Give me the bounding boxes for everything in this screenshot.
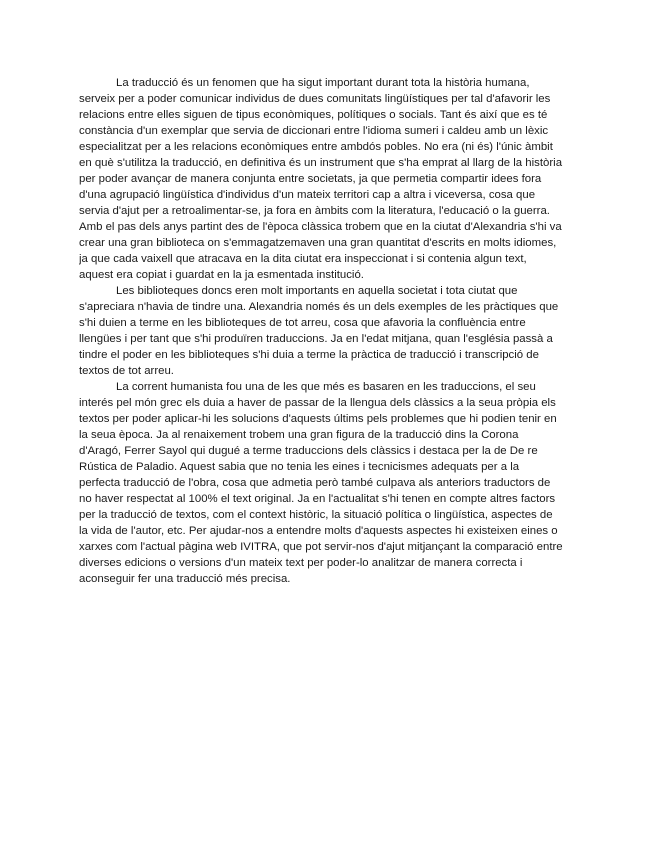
text-line: La traducció és un fenomen que ha sigut important durant tota la història humana,: [116, 77, 530, 89]
text-line: textos per poder aplicar-hi les solucions d'aquests últims pels problemes que hi podien tenir en: [79, 413, 557, 425]
text-line: la seua època. Ja al renaixement trobem una gran figura de la traducció dins la Corona: [79, 429, 519, 441]
body-text: [79, 75, 579, 587]
text-line: constància d'un exemplar que servia de diccionari entre l'idioma sumeri i caldeu amb un lèxic: [79, 125, 549, 137]
text-line: Les biblioteques doncs eren molt importants en aquella societat i tota ciutat que: [116, 285, 518, 297]
text-line: d'una agrupació lingüística d'individus d'un mateix territori cap a altra i viceversa, cosa que: [79, 189, 536, 201]
paragraph-3: [79, 379, 579, 587]
text-line: interés pel món grec els duia a haver de passar de la llengua dels clàssics a la seua pròpia els: [79, 397, 556, 409]
text-line: aconseguir fer una traducció més precisa.: [79, 573, 291, 585]
text-line: Rústica de Paladio. Aquest sabia que no tenia les eines i tecnicismes adequats per a la: [79, 461, 520, 473]
text-line: tindre el poder en les biblioteques s'hi duia a terme la pràctica de traducció i transcripció de: [79, 349, 539, 361]
text-line: no haver respectat al 100% el text original. Ja en l'actualitat s'hi tenen en compte altres factors: [79, 493, 556, 505]
text-line: la vida de l'autor, etc. Per ajudar-nos a entendre molts d'aquests aspectes hi existeixen eines o: [79, 525, 558, 537]
text-line: serveix per a poder comunicar individus de dues comunitats lingüístiques per tal d'afavorir les: [79, 93, 551, 105]
text-line: s'hi duien a terme en les biblioteques de tot arreu, cosa que afavoria la confluència entre: [79, 317, 526, 329]
text-line: relacions entre elles siguen de tipus econòmiques, polítiques o socials. Tant és així que es té: [79, 109, 548, 121]
text-line: La corrent humanista fou una de les que més es basaren en les traduccions, el seu: [116, 381, 536, 393]
text-line: d'Aragó, Ferrer Sayol qui dugué a terme traduccions dels clàssics i destaca per la de De re: [79, 445, 538, 457]
text-line: textos de tot arreu.: [79, 365, 174, 377]
text-line: especialitzat per a les relacions econòmiques entre ambdós pobles. No era (ni és) l'únic àmbit: [79, 141, 553, 153]
text-line: aquest era copiat i guardat en la ja esmentada institució.: [79, 269, 364, 281]
text-line: per la traducció de textos, com el context històric, la situació política o lingüística, aspectes de: [79, 509, 553, 521]
text-line: crear una gran biblioteca on s'emmagatzemaven una gran quantitat d'escrits en molts idiomes,: [79, 237, 557, 249]
text-line: ja que cada vaixell que atracava en la dita ciutat era inspeccionat i si contenia algun text,: [79, 253, 527, 265]
text-line: perfecta traducció de l'obra, cosa que admetia però també culpava als anteriors traductors de: [79, 477, 551, 489]
text-line: diverses edicions o versions d'un mateix text per poder-lo analitzar de manera correcta i: [79, 557, 523, 569]
paragraph-1: [79, 75, 579, 283]
paragraph-2: [79, 283, 579, 379]
text-line: s'apreciara n'havia de tindre una. Alexandria només és un dels exemples de les pràctiques que: [79, 301, 559, 313]
text-line: xarxes com l'actual pàgina web IVITRA, que pot servir-nos d'ajut mitjançant la comparació entre: [79, 541, 563, 553]
text-line: per poder avançar de manera conjunta entre societats, ja que permetia compartir idees fora: [79, 173, 542, 185]
text-line: servia d'ajut per a retroalimentar-se, ja fora en àmbits com la literatura, l'educació o la guerra.: [79, 205, 550, 217]
text-line: Amb el pas dels anys partint des de l'època clàssica trobem que en la ciutat d'Alexandria s'hi va: [79, 221, 562, 233]
text-line: llengües i per tant que s'hi produïren traduccions. Ja en l'edat mitjana, quan l'església passà a: [79, 333, 553, 345]
text-line: en què s'utilitza la traducció, en definitiva és un instrument que s'ha emprat al llarg de la història: [79, 157, 563, 169]
